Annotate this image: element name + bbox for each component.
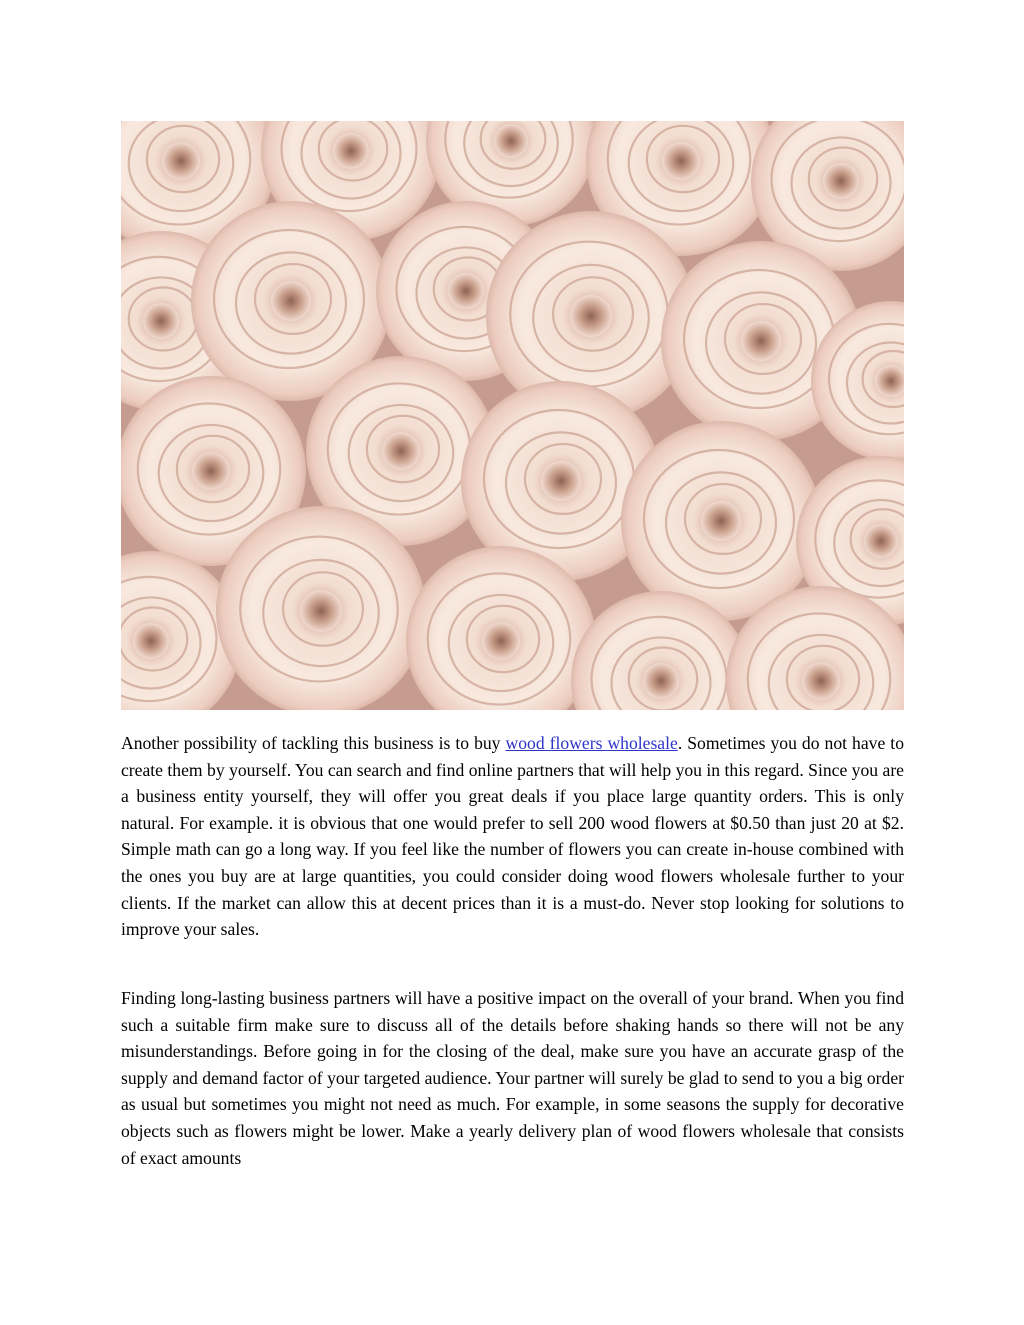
body-paragraph-2: Finding long-lasting business partners will have a positive impact on the overall of your brand. When you find such a suitable firm make sure to discuss all of the details before shaking hands so there will not be any misunderstandings. Before going in for the closing of the deal, make sure you have an accurate grasp of the supply and demand factor of your targeted audience. Your partner will surely be glad to send to you a big order as usual but sometimes you might not need as much. For example, in some seasons the supply for decorative objects such as flowers might be lower. Make a yearly delivery plan of wood flowers wholesale that consists of exact amounts bbox=[121, 988, 904, 1168]
rose-center bbox=[271, 281, 311, 321]
wood-flowers-wholesale-link[interactable]: wood flowers wholesale bbox=[505, 733, 678, 753]
rose-center bbox=[448, 273, 484, 309]
rose-center bbox=[482, 622, 520, 660]
rose-center bbox=[741, 321, 781, 361]
rose-center bbox=[494, 124, 528, 158]
paragraph-1-rest: . Sometimes you do not have to create them by yourself. You can search and find online partners that will help you in this regard. Since you are a business entity yourself, they will offer you great deals if you place large quantity orders. This is only natural. For example. it is obvious that one would prefer to sell 200 wood flowers at $0.50 than just 20 at $2. Simple math can go a long way. If you feel like the number of flowers you can create in-house combined with the ones you buy are at large quantities, you could consider doing wood flowers wholesale further to your clients. If the market can allow this at decent prices than it is a must-do. Never stop looking for solutions to improve your sales. bbox=[121, 733, 904, 940]
rose-center bbox=[133, 623, 169, 659]
rose-center bbox=[541, 461, 581, 501]
rose-center bbox=[662, 142, 700, 180]
rose-center bbox=[143, 303, 179, 339]
rose-center bbox=[333, 133, 369, 169]
rose-center bbox=[192, 452, 230, 490]
rose-center bbox=[570, 295, 612, 337]
rose-center bbox=[382, 432, 420, 470]
rose-center bbox=[802, 662, 840, 700]
rose-center bbox=[162, 142, 200, 180]
rose-center bbox=[643, 663, 679, 699]
roses-photo bbox=[121, 121, 904, 710]
paragraph-1-lead: Another possibility of tackling this business is to buy bbox=[121, 733, 506, 753]
roses-illustration bbox=[121, 121, 904, 710]
rose-center bbox=[701, 501, 741, 541]
rose-center bbox=[864, 524, 898, 558]
rose-center bbox=[300, 590, 342, 632]
body-paragraph-1 bbox=[121, 730, 904, 943]
rose-center bbox=[823, 163, 859, 199]
